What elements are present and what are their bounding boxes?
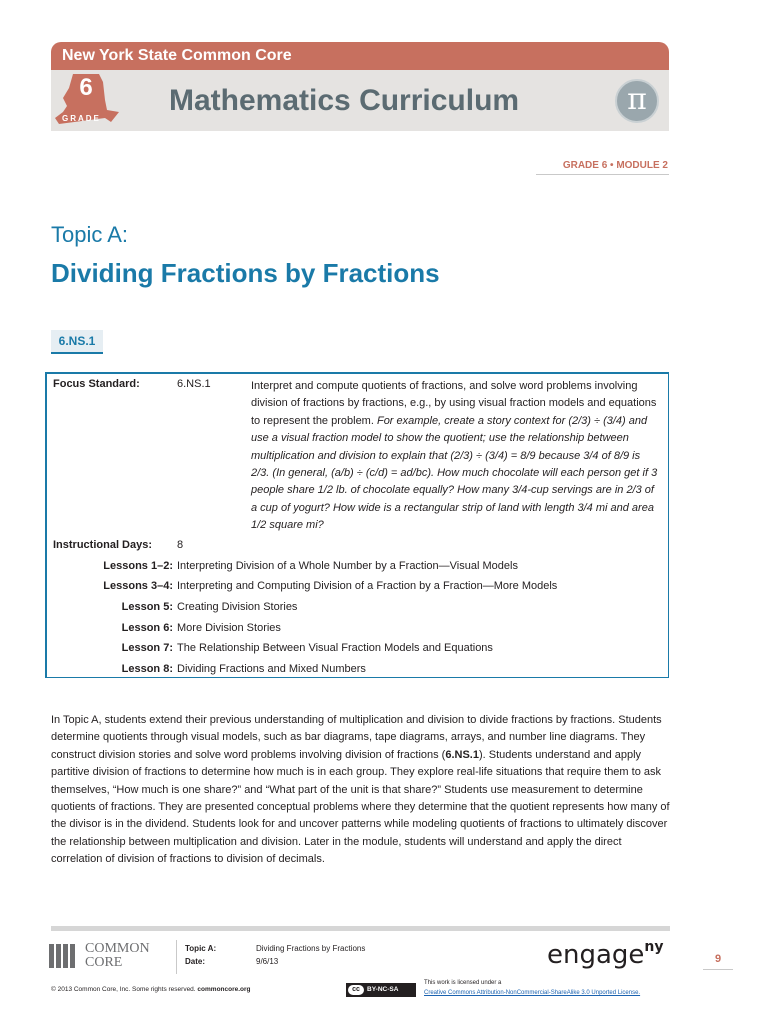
- module-label: GRADE 6 • MODULE 2: [562, 160, 668, 171]
- lesson-title: Dividing Fractions and Mixed Numbers: [177, 663, 366, 675]
- curriculum-title: Mathematics Curriculum: [169, 84, 520, 117]
- lesson-title: More Division Stories: [177, 622, 281, 634]
- topic-label: Topic A:: [51, 222, 129, 247]
- engage-text: engage: [547, 940, 645, 970]
- instructional-days-value: 8: [177, 539, 184, 551]
- lesson-row: [47, 601, 667, 617]
- focus-standard-text: [251, 378, 661, 535]
- cc-line-2: CORE: [85, 955, 123, 970]
- lesson-name: Lessons 3–4:: [103, 580, 173, 592]
- banner-strip: [51, 42, 669, 70]
- lesson-row: [47, 560, 667, 576]
- lesson-row: [47, 663, 667, 679]
- topic-title: Dividing Fractions by Fractions: [51, 258, 440, 288]
- intro-part-1: In Topic A, students extend their previous understanding of multiplication and division to divide fractions by fractions. Students determine quotients through visual models, such as bar diagrams, tape diagrams, arrays, and number line diagrams. They construct division stories and solve word problems involving division of fractions (: [51, 714, 662, 761]
- lesson-title: The Relationship Between Visual Fraction Models and Equations: [177, 642, 493, 654]
- engageny-logo: [547, 940, 664, 970]
- banner-body: [51, 70, 669, 131]
- lesson-row: [47, 580, 667, 596]
- engage-sup: ny: [644, 939, 664, 956]
- lesson-name: Lesson 6:: [121, 622, 173, 634]
- footer-date-label: Date:: [185, 957, 206, 966]
- grade-number: 6: [79, 74, 93, 101]
- standard-badge: 6.NS.1: [51, 330, 103, 354]
- grade-word: GRADE: [62, 114, 101, 123]
- footer-topic-value: Dividing Fractions by Fractions: [256, 944, 366, 953]
- copyright-text: © 2013 Common Core, Inc. Some rights reserved.: [51, 986, 196, 993]
- intro-standard-ref: 6.NS.1: [445, 748, 479, 761]
- pi-icon: π: [615, 79, 659, 123]
- footer-topic-label: Topic A:: [185, 944, 217, 953]
- page-number: 9: [703, 953, 733, 970]
- focus-standard-box: [45, 372, 669, 678]
- copyright-notice: [51, 986, 251, 993]
- cc-line-1: COMMON: [85, 941, 150, 956]
- common-core-wordmark: [85, 942, 150, 970]
- lesson-name: Lessons 1–2:: [103, 560, 173, 572]
- cc-icon: cc: [348, 985, 364, 995]
- lesson-row: [47, 642, 667, 658]
- intro-part-2: ). Students understand and apply partitive division of fractions to determine how much is in each group. They explore real-life situations that require them to ask themselves, “How much is one share?” and “What part of the unit is that share?” Students use measurement to determine quotients of fractions. They are presented conceptual problems where they determine that the quotient represents how many of the divisor is in the dividend. Students look for and uncover patterns while modeling quotients of fractions to ultimately discover the relationship between multiplication and division. Later in the module, students will understand and apply the direct correlation of division of fractions to division of decimals.: [51, 748, 670, 866]
- copyright-link[interactable]: commoncore.org: [197, 986, 251, 993]
- lesson-title: Interpreting and Computing Division of a Fraction by a Fraction—More Models: [177, 580, 558, 592]
- lesson-name: Lesson 8:: [121, 663, 173, 675]
- common-core-logo: [49, 942, 179, 972]
- curriculum-banner: [51, 42, 669, 131]
- focus-standard-code: 6.NS.1: [177, 378, 211, 390]
- banner-text: New York State Common Core: [62, 47, 292, 64]
- lesson-row: [47, 622, 667, 638]
- focus-standard-label: Focus Standard:: [53, 378, 140, 390]
- lesson-name: Lesson 5:: [121, 601, 173, 613]
- creative-commons-badge: [346, 983, 416, 997]
- focus-text-italic: For example, create a story context for (2/3) ÷ (3/4) and use a visual fraction model to show the quotient; use the relationship between multiplication and division to explain that (2/3) ÷ (3/4) = 8/9 because 3/4 of 8/9 is 2/3. (In general, (a/b) ÷ (c/d) = ad/bc). How much chocolate will each person get if 3 people share 1/2 lb. of chocolate equally? How many 3/4-cup servings are in 2/3 of a cup of yogurt? How wide is a rectangular strip of land with length 3/4 mi and area 1/2 square mi?: [251, 414, 658, 532]
- cc-license-code: BY-NC-SA: [367, 986, 399, 993]
- lesson-title: Creating Division Stories: [177, 601, 298, 613]
- footer-divider: [176, 940, 177, 974]
- focus-text-plain: Interpret and compute quotients of fractions, and solve word problems involving division of fractions by fractions, e.g., by using visual fraction models and equations to represent the problem.: [251, 380, 657, 427]
- footer-date-value: 9/6/13: [256, 957, 279, 966]
- license-link[interactable]: Creative Commons Attribution-NonCommercial-ShareAlike 3.0 Unported License.: [424, 990, 641, 996]
- lesson-title: Interpreting Division of a Whole Number by a Fraction—Visual Models: [177, 560, 518, 572]
- instructional-days-label: Instructional Days:: [53, 539, 153, 551]
- common-core-bars-icon: [49, 944, 77, 968]
- lesson-name: Lesson 7:: [121, 642, 173, 654]
- topic-introduction: [51, 712, 671, 869]
- license-line-1: This work is licensed under a: [424, 980, 502, 986]
- footer-rule: [51, 926, 670, 931]
- module-rule: [536, 174, 669, 175]
